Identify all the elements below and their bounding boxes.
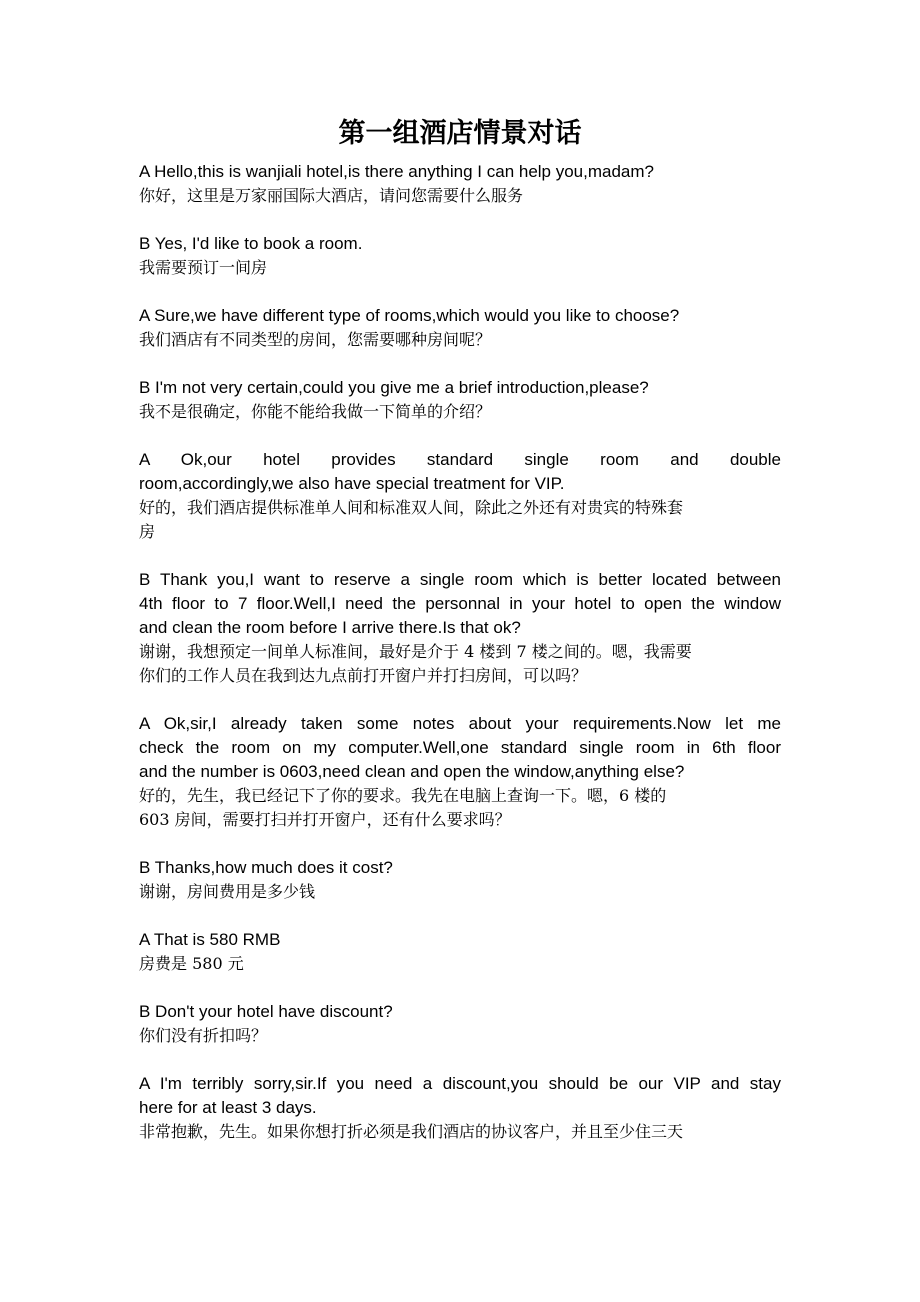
english-line: A Hello,this is wanjiali hotel,is there anything I can help you,madam?: [139, 162, 655, 181]
english-line: B Thanks,how much does it cost?: [139, 858, 393, 877]
dialogue-exchange: [139, 568, 781, 688]
chinese-line: 我们酒店有不同类型的房间，您需要哪种房间呢？: [139, 330, 492, 349]
chinese-line: 你们没有折扣吗？: [139, 1026, 268, 1045]
chinese-line: 你好，这里是万家丽国际大酒店，请问您需要什么服务: [139, 186, 524, 205]
english-line: 4th floor to 7 floor.Well,I need the personnal in your hotel to open the window: [139, 594, 781, 613]
english-line: B Thank you,I want to reserve a single room which is better located between: [139, 570, 781, 589]
english-line: check the room on my computer.Well,one standard single room in 6th floor: [139, 738, 781, 757]
dialogue-exchange: [139, 712, 781, 832]
dialogue-exchange: [139, 448, 781, 544]
chinese-line: 603 房间，需要打扫并打开窗户，还有什么要求吗？: [139, 810, 511, 829]
english-line: A Sure,we have different type of rooms,which would you like to choose?: [139, 306, 680, 325]
chinese-line: 房费是 580 元: [139, 954, 244, 973]
english-line: A I'm terribly sorry,sir.If you need a discount,you should be our VIP and stay: [139, 1074, 781, 1093]
english-line: B I'm not very certain,could you give me a brief introduction,please?: [139, 378, 649, 397]
dialogue-exchange: [139, 376, 781, 424]
english-line: and clean the room before I arrive there.Is that ok?: [139, 618, 521, 637]
english-line: room,accordingly,we also have special treatment for VIP.: [139, 474, 565, 493]
english-line: A That is 580 RMB: [139, 930, 281, 949]
dialogue-exchange: [139, 928, 781, 976]
dialogue-exchange: [139, 856, 781, 904]
english-line: here for at least 3 days.: [139, 1098, 317, 1117]
dialogue-exchange: [139, 160, 781, 208]
chinese-line: 房: [139, 522, 156, 541]
english-line: A Ok,our hotel provides standard single room and double: [139, 450, 781, 469]
document-title: 第一组酒店情景对话: [338, 118, 582, 149]
dialogue-exchange: [139, 1000, 781, 1048]
chinese-line: 非常抱歉，先生。如果你想打折必须是我们酒店的协议客户，并且至少住三天: [139, 1122, 684, 1141]
english-line: A Ok,sir,I already taken some notes about your requirements.Now let me: [139, 714, 781, 733]
dialogue-exchange: [139, 232, 781, 280]
chinese-line: 我需要预订一间房: [139, 258, 268, 277]
chinese-line: 谢谢，我想预定一间单人标准间，最好是介于 4 楼到 7 楼之间的。嗯，我需要: [139, 642, 692, 661]
chinese-line: 好的，我们酒店提供标准单人间和标准双人间，除此之外还有对贵宾的特殊套: [139, 498, 684, 517]
dialogue-body: [139, 160, 781, 1168]
chinese-line: 好的，先生，我已经记下了你的要求。我先在电脑上查询一下。嗯，6 楼的: [139, 786, 667, 805]
english-line: B Yes, I'd like to book a room.: [139, 234, 363, 253]
chinese-line: 我不是很确定，你能不能给我做一下简单的介绍？: [139, 402, 492, 421]
english-line: and the number is 0603,need clean and open the window,anything else?: [139, 762, 685, 781]
chinese-line: 你们的工作人员在我到达九点前打开窗户并打扫房间，可以吗？: [139, 666, 588, 685]
dialogue-exchange: [139, 304, 781, 352]
dialogue-exchange: [139, 1072, 781, 1144]
chinese-line: 谢谢，房间费用是多少钱: [139, 882, 316, 901]
english-line: B Don't your hotel have discount?: [139, 1002, 393, 1021]
